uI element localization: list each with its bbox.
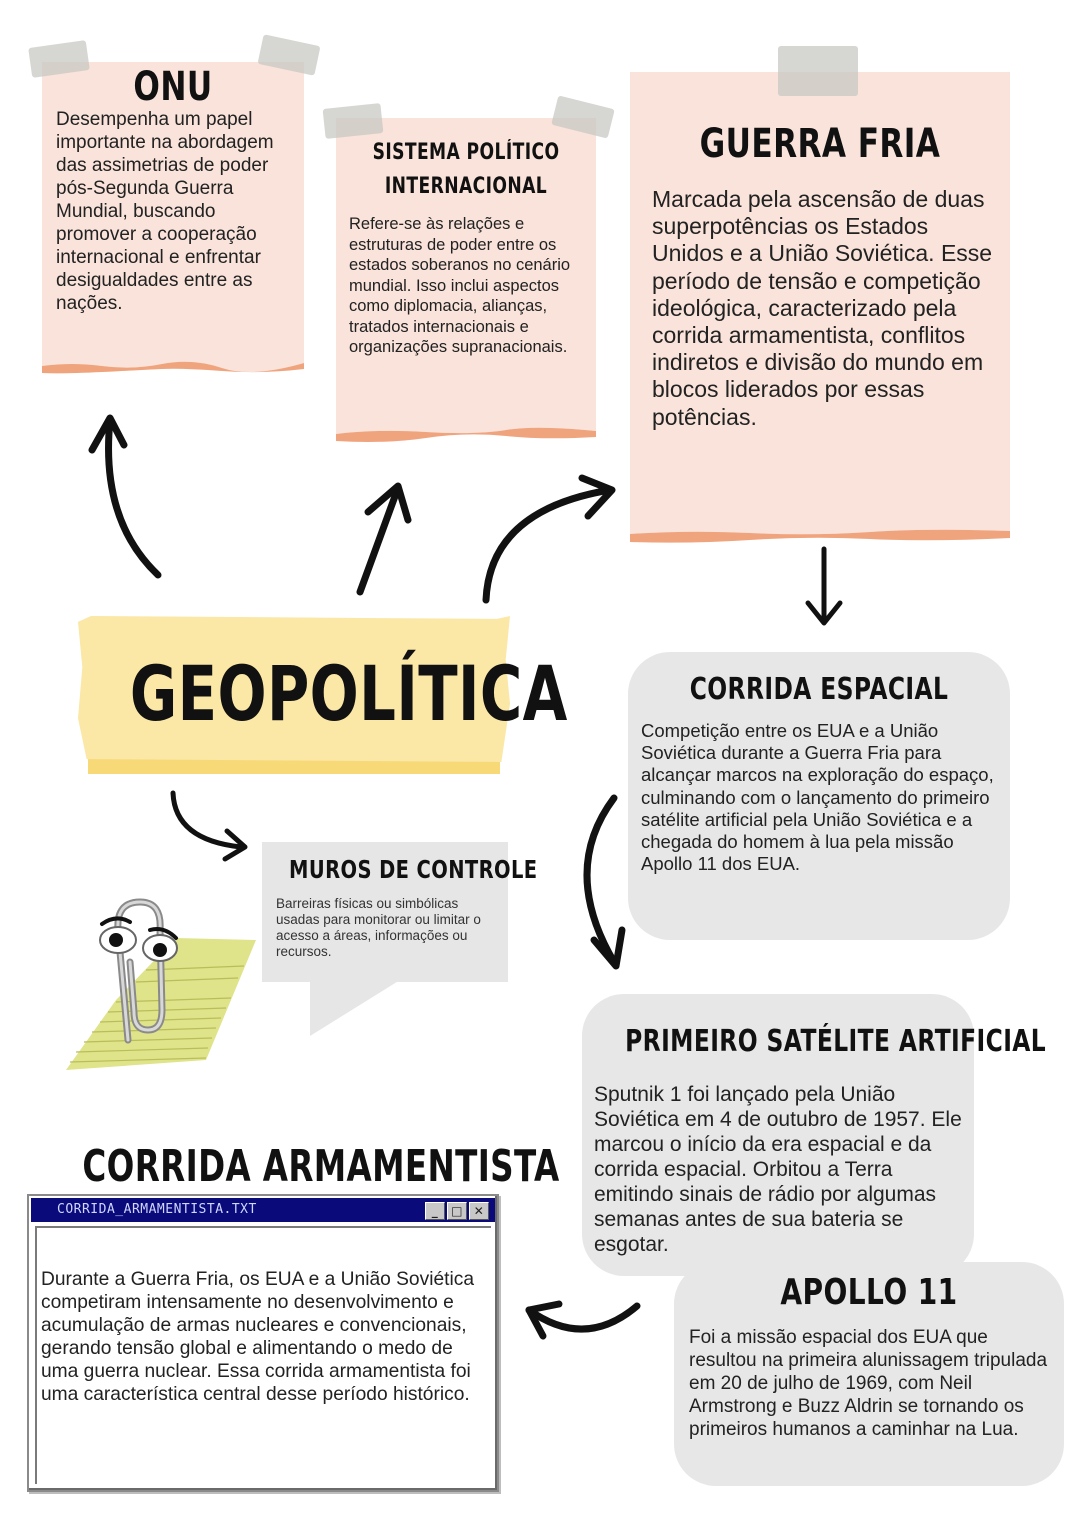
close-button[interactable]: ✕ — [469, 1202, 489, 1220]
sistema-note — [336, 118, 596, 438]
muros-text: Barreiras físicas ou simbólicas usadas para monitorar ou limitar o acesso a áreas, informações ou recursos. — [276, 896, 481, 959]
onu-note — [42, 62, 304, 372]
arrow-to-guerra-fria-icon — [470, 470, 630, 610]
arrow-to-onu-icon — [80, 400, 180, 590]
arrow-down-icon — [800, 545, 850, 630]
muros-title: MUROS DE CONTROLE — [289, 855, 538, 884]
armamentista-window — [27, 1194, 499, 1492]
corrida-espacial-card — [628, 652, 1010, 940]
corrida-espacial-title: CORRIDA ESPACIAL — [689, 672, 949, 707]
window-body — [35, 1226, 491, 1484]
torn-edge — [336, 426, 596, 446]
arrow-left-icon — [515, 1292, 645, 1342]
sistema-title-line1: SISTEMA POLÍTICO — [372, 140, 560, 165]
onu-title: ONU — [133, 64, 213, 110]
corrida-espacial-text: Competição entre os EUA e a União Soviética durante a Guerra Fria para alcançar marcos na exploração do espaço, culminando com o lançamento do primeiro satélite artificial pela União Soviética e a chegada do homem à lua pela missão Apollo 11 dos EUA. — [641, 720, 994, 875]
tape-decoration — [778, 46, 858, 96]
window-controls — [425, 1202, 489, 1220]
satelite-text: Sputnik 1 foi lançado pela União Soviética em 4 de outubro de 1957. Ele marcou o início da era espacial e da corrida espacial. Orbitou a Terra emitindo sinais de rádio por algumas semanas antes de sua bateria se esgotar. — [594, 1083, 962, 1256]
arrow-curve-down-icon — [570, 790, 640, 980]
window-title: CORRIDA_ARMAMENTISTA.TXT — [57, 1202, 257, 1217]
clippy-paperclip-icon — [56, 890, 256, 1080]
minimize-button[interactable]: _ — [425, 1202, 445, 1220]
central-title-tape — [78, 616, 568, 774]
sistema-title-line2: INTERNACIONAL — [384, 174, 548, 199]
muros-speech-box — [262, 842, 538, 982]
armamentista-heading: CORRIDA ARMAMENTISTA — [82, 1141, 560, 1192]
apollo-card — [674, 1262, 1064, 1486]
tape-decoration — [551, 95, 615, 138]
maximize-button[interactable]: □ — [447, 1202, 467, 1220]
arrow-to-sistema-icon — [340, 470, 420, 600]
satelite-title: PRIMEIRO SATÉLITE ARTIFICIAL — [625, 1024, 1047, 1059]
tape-decoration — [323, 103, 384, 139]
guerra-fria-note — [630, 72, 1010, 542]
speech-tail — [310, 980, 410, 1040]
apollo-text: Foi a missão espacial dos EUA que resultou na primeira alunissagem tripulada em 20 de julho de 1969, com Neil Armstrong e Buzz Aldrin se tornando os primeiros humanos a caminhar na Lua. — [689, 1327, 1048, 1440]
guerra-fria-title: GUERRA FRIA — [699, 121, 941, 167]
main-title: GEOPOLÍTICA — [129, 649, 568, 738]
torn-edge — [42, 360, 304, 380]
armamentista-text: Durante a Guerra Fria, os EUA e a União Soviética competiram intensamente no desenvolvimento e acumulação de armas nucleares e convencionais, gerando tensão global e alimentando o medo de uma guerra nuclear. Essa corrida armamentista foi uma característica central desse período histórico. — [41, 1269, 474, 1405]
window-titlebar[interactable] — [31, 1198, 495, 1222]
satelite-card — [582, 994, 1047, 1276]
apollo-title: APOLLO 11 — [780, 1272, 958, 1313]
guerra-fria-text: Marcada pela ascensão de duas superpotências os Estados Unidos e a União Soviética. Esse período de tensão e competição ideológica, caracterizado pela corrida armamentista, conflitos indiretos e divisão do mundo em blocos liderados por essas potências. — [652, 186, 993, 430]
arrow-to-muros-icon — [165, 785, 255, 865]
sistema-text: Refere-se às relações e estruturas de poder entre os estados soberanos no cenário mundial. Isso inclui aspectos como diplomacia, alianças, tratados internacionais e organizações supranacionais. — [349, 215, 571, 356]
onu-text: Desempenha um papel importante na abordagem das assimetrias de poder pós-Segunda Guerra Mundial, buscando promover a cooperação internacional e enfrentar desigualdades entre as nações. — [56, 109, 274, 314]
